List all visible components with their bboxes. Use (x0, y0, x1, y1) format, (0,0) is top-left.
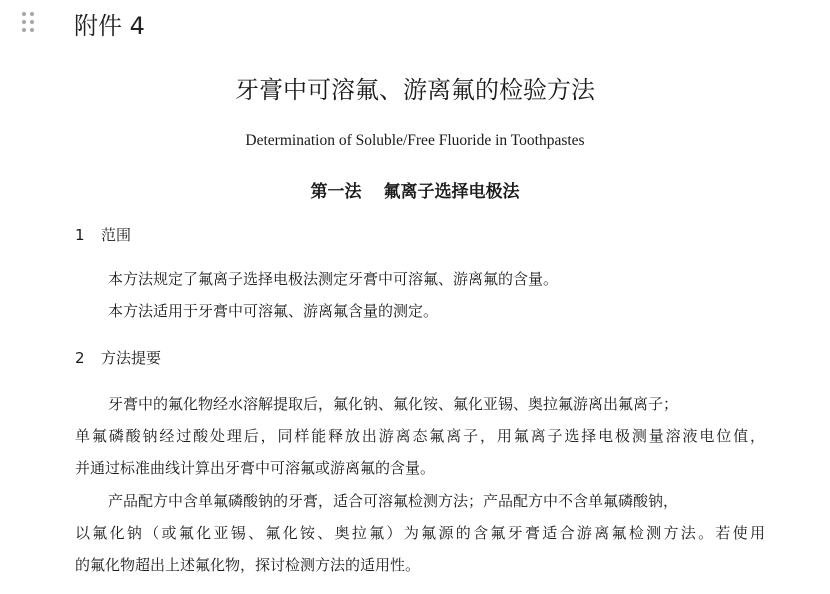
section-heading-scope (75, 224, 131, 245)
method-name: 第一法 (310, 182, 362, 202)
paragraph-line: 本方法适用于牙膏中可溶氟、游离氟含量的测定。 (108, 302, 439, 320)
paragraph-line: 产品配方中含单氟磷酸钠的牙膏，适合可溶氟检测方法；产品配方中不含单氟磷酸钠， (108, 492, 679, 510)
section-number: 1 (75, 226, 85, 244)
section-heading-principle (75, 347, 161, 368)
attachment-label: 附件 4 (74, 12, 145, 40)
method-heading (0, 177, 830, 202)
paragraph-line: 本方法规定了氟离子选择电极法测定牙膏中可溶氟、游离氟的含量。 (108, 270, 559, 288)
method-subtitle: 氟离子选择电极法 (383, 182, 520, 202)
paragraph-line: 以氟化钠（或氟化亚锡、氟化铵、奥拉氟）为氟源的含氟牙膏适合游离氟检测方法。若使用 (75, 524, 765, 542)
section-number: 2 (75, 349, 85, 367)
drag-handle-icon[interactable] (22, 12, 36, 34)
paragraph-line: 并通过标准曲线计算出牙膏中可溶氟或游离氟的含量。 (75, 459, 436, 477)
section-title: 范围 (101, 226, 132, 244)
section-title: 方法提要 (101, 349, 162, 367)
paragraph-line: 牙膏中的氟化物经水溶解提取后，氟化钠、氟化铵、氟化亚锡、奥拉氟游离出氟离子； (108, 395, 679, 413)
english-title: Determination of Soluble/Free Fluoride in Toothpastes (245, 132, 585, 149)
paragraph-line: 单氟磷酸钠经过酸处理后，同样能释放出游离态氟离子，用氟离子选择电极测量溶液电位值， (75, 427, 765, 445)
document-title: 牙膏中可溶氟、游离氟的检验方法 (235, 76, 595, 104)
paragraph-line: 的氟化物超出上述氟化物，探讨检测方法的适用性。 (75, 556, 421, 574)
